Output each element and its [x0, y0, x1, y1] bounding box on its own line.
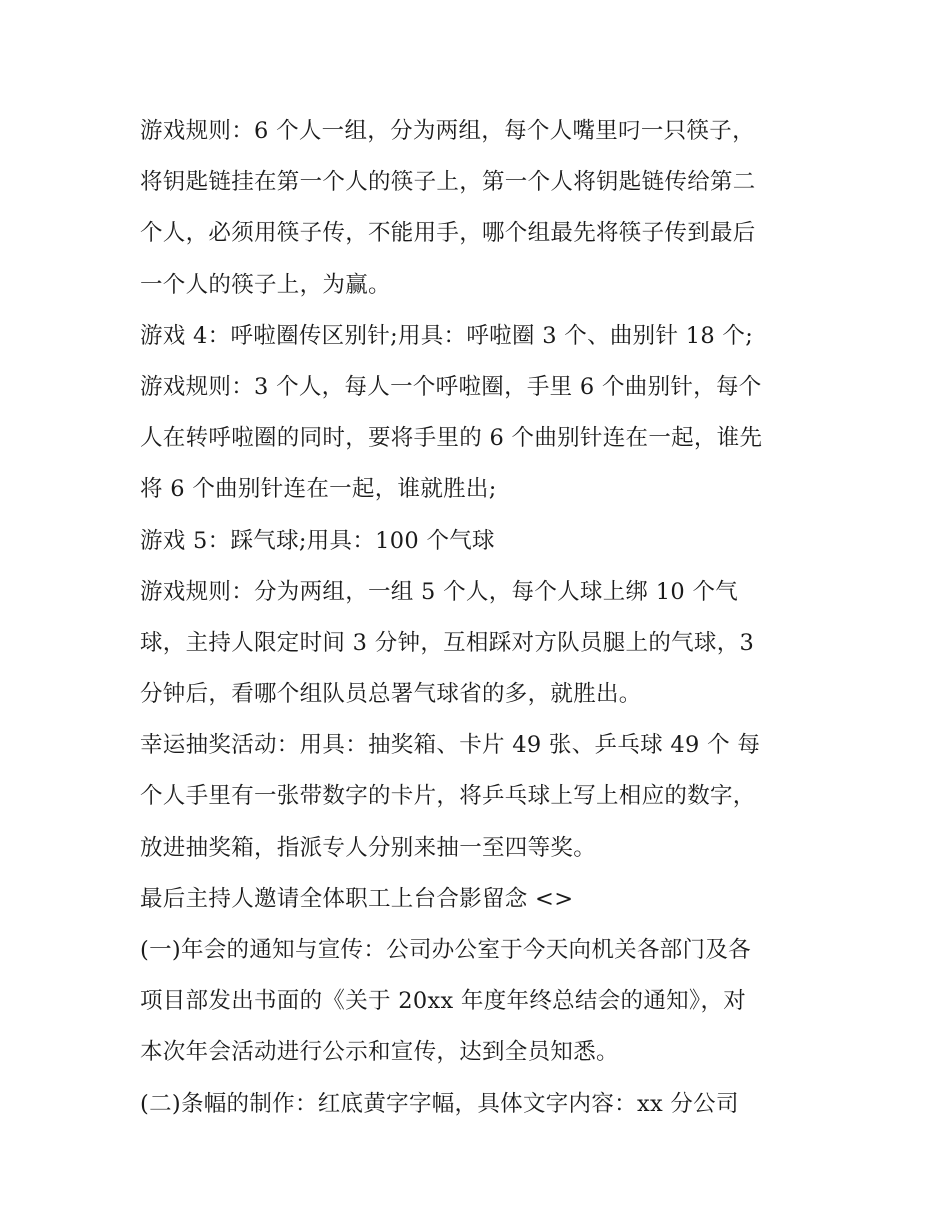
text-line: (二)条幅的制作：红底黄字字幅，具体文字内容：xx 分公司 [140, 1090, 739, 1117]
text-line: 将钥匙链挂在第一个人的筷子上，第一个人将钥匙链传给第二 [140, 169, 756, 196]
text-line: 游戏 5：踩气球;用具：100 个气球 [140, 527, 495, 554]
text-line: (一)年会的通知与宣传：公司办公室于今天向机关各部门及各 [140, 937, 751, 963]
text-line: 分钟后，看哪个组队员总署气球省的多，就胜出。 [140, 681, 642, 708]
text-line: 放进抽奖箱，指派专人分别来抽一至四等奖。 [140, 834, 597, 861]
text-line: 游戏规则：分为两组，一组 5 个人，每个人球上绑 10 个气 [140, 578, 739, 605]
text-line: 球，主持人限定时间 3 分钟，互相踩对方队员腿上的气球，3 [140, 629, 755, 656]
text-line: 个人，必须用筷子传，不能用手，哪个组最先将筷子传到最后 [140, 220, 756, 247]
text-line: 游戏规则：6 个人一组，分为两组，每个人嘴里叼一只筷子， [140, 118, 755, 144]
text-line: 游戏规则：3 个人，每人一个呼啦圈，手里 6 个曲别针，每个 [140, 373, 762, 400]
text-line: 个人手里有一张带数字的卡片，将乒乓球上写上相应的数字， [140, 783, 756, 810]
text-line: 项目部发出书面的《关于 20xx 年度年终总结会的通知》，对 [140, 988, 747, 1015]
text-line: 人在转呼啦圈的同时，要将手里的 6 个曲别针连在一起，谁先 [140, 425, 763, 452]
text-line: 游戏 4：呼啦圈传区别针;用具：呼啦圈 3 个、曲别针 18 个; [140, 322, 754, 349]
text-line: 将 6 个曲别针连在一起，谁就胜出; [140, 476, 497, 503]
text-line: 最后主持人邀请全体职工上台合影留念 <> [140, 885, 574, 912]
text-line: 幸运抽奖活动：用具：抽奖箱、卡片 49 张、乒乓球 49 个 每 [140, 732, 761, 759]
text-line: 本次年会活动进行公示和宣传，达到全员知悉。 [140, 1039, 619, 1066]
document-body [140, 106, 820, 1130]
text-line: 一个人的筷子上，为赢。 [140, 271, 391, 298]
